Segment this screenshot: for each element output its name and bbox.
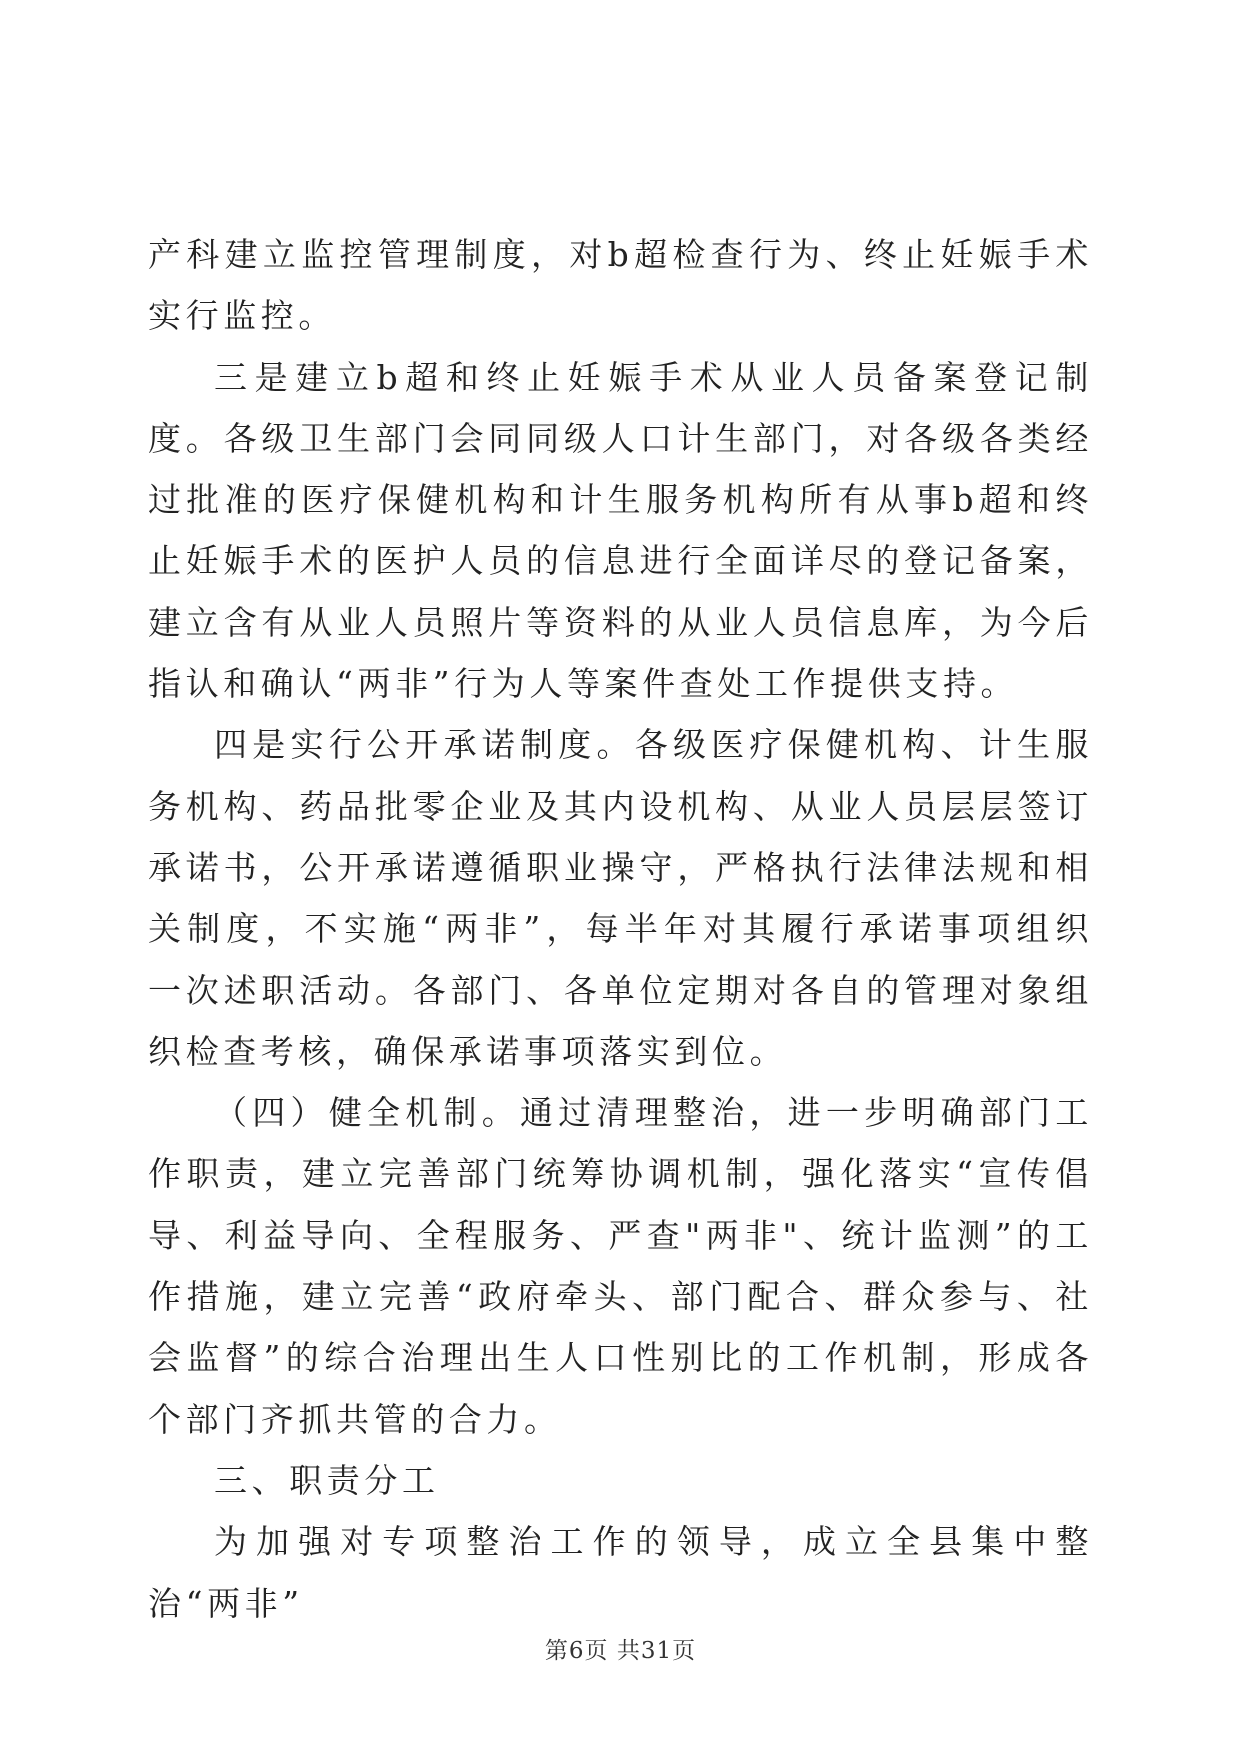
paragraph-mechanism: （四）健全机制。通过清理整治，进一步明确部门工作职责，建立完善部门统筹协调机制，强化落实“宣传倡导、利益导向、全程服务、严查"两非"、统计监测”的工作措施，建立完善“政府牵头、部门配合、群众参与、社会监督”的综合治理出生人口性别比的工作机制，形成各个部门齐抓共管的合力。 — [148, 1093, 1093, 1439]
paragraph-continuation: 产科建立监控管理制度，对b超检查行为、终止妊娠手术实行监控。 — [148, 235, 1093, 336]
page-number-footer: 第6页 共31页 — [544, 1638, 697, 1664]
document-body — [148, 224, 1093, 1634]
paragraph-item-three: 三是建立b超和终止妊娠手术从业人员备案登记制度。各级卫生部门会同同级人口计生部门，对各级各类经过批准的医疗保健机构和计生服务机构所有从事b超和终止妊娠手术的医护人员的信息进行全面详尽的登记备案，建立含有从业人员照片等资料的从业人员信息库，为今后指认和确认“两非”行为人等案件查处工作提供支持。 — [148, 357, 1093, 704]
paragraph-item-four: 四是实行公开承诺制度。各级医疗保健机构、计生服务机构、药品批零企业及其内设机构、从业人员层层签订承诺书，公开承诺遵循职业操守，严格执行法律法规和相关制度，不实施“两非”，每半年对其履行承诺事项组织一次述职活动。各部门、各单位定期对各自的管理对象组织检查考核，确保承诺事项落实到位。 — [148, 725, 1093, 1071]
paragraph-leadership: 为加强对专项整治工作的领导，成立全县集中整治“两非” — [148, 1522, 1093, 1623]
section-heading: 三、职责分工 — [214, 1460, 440, 1500]
